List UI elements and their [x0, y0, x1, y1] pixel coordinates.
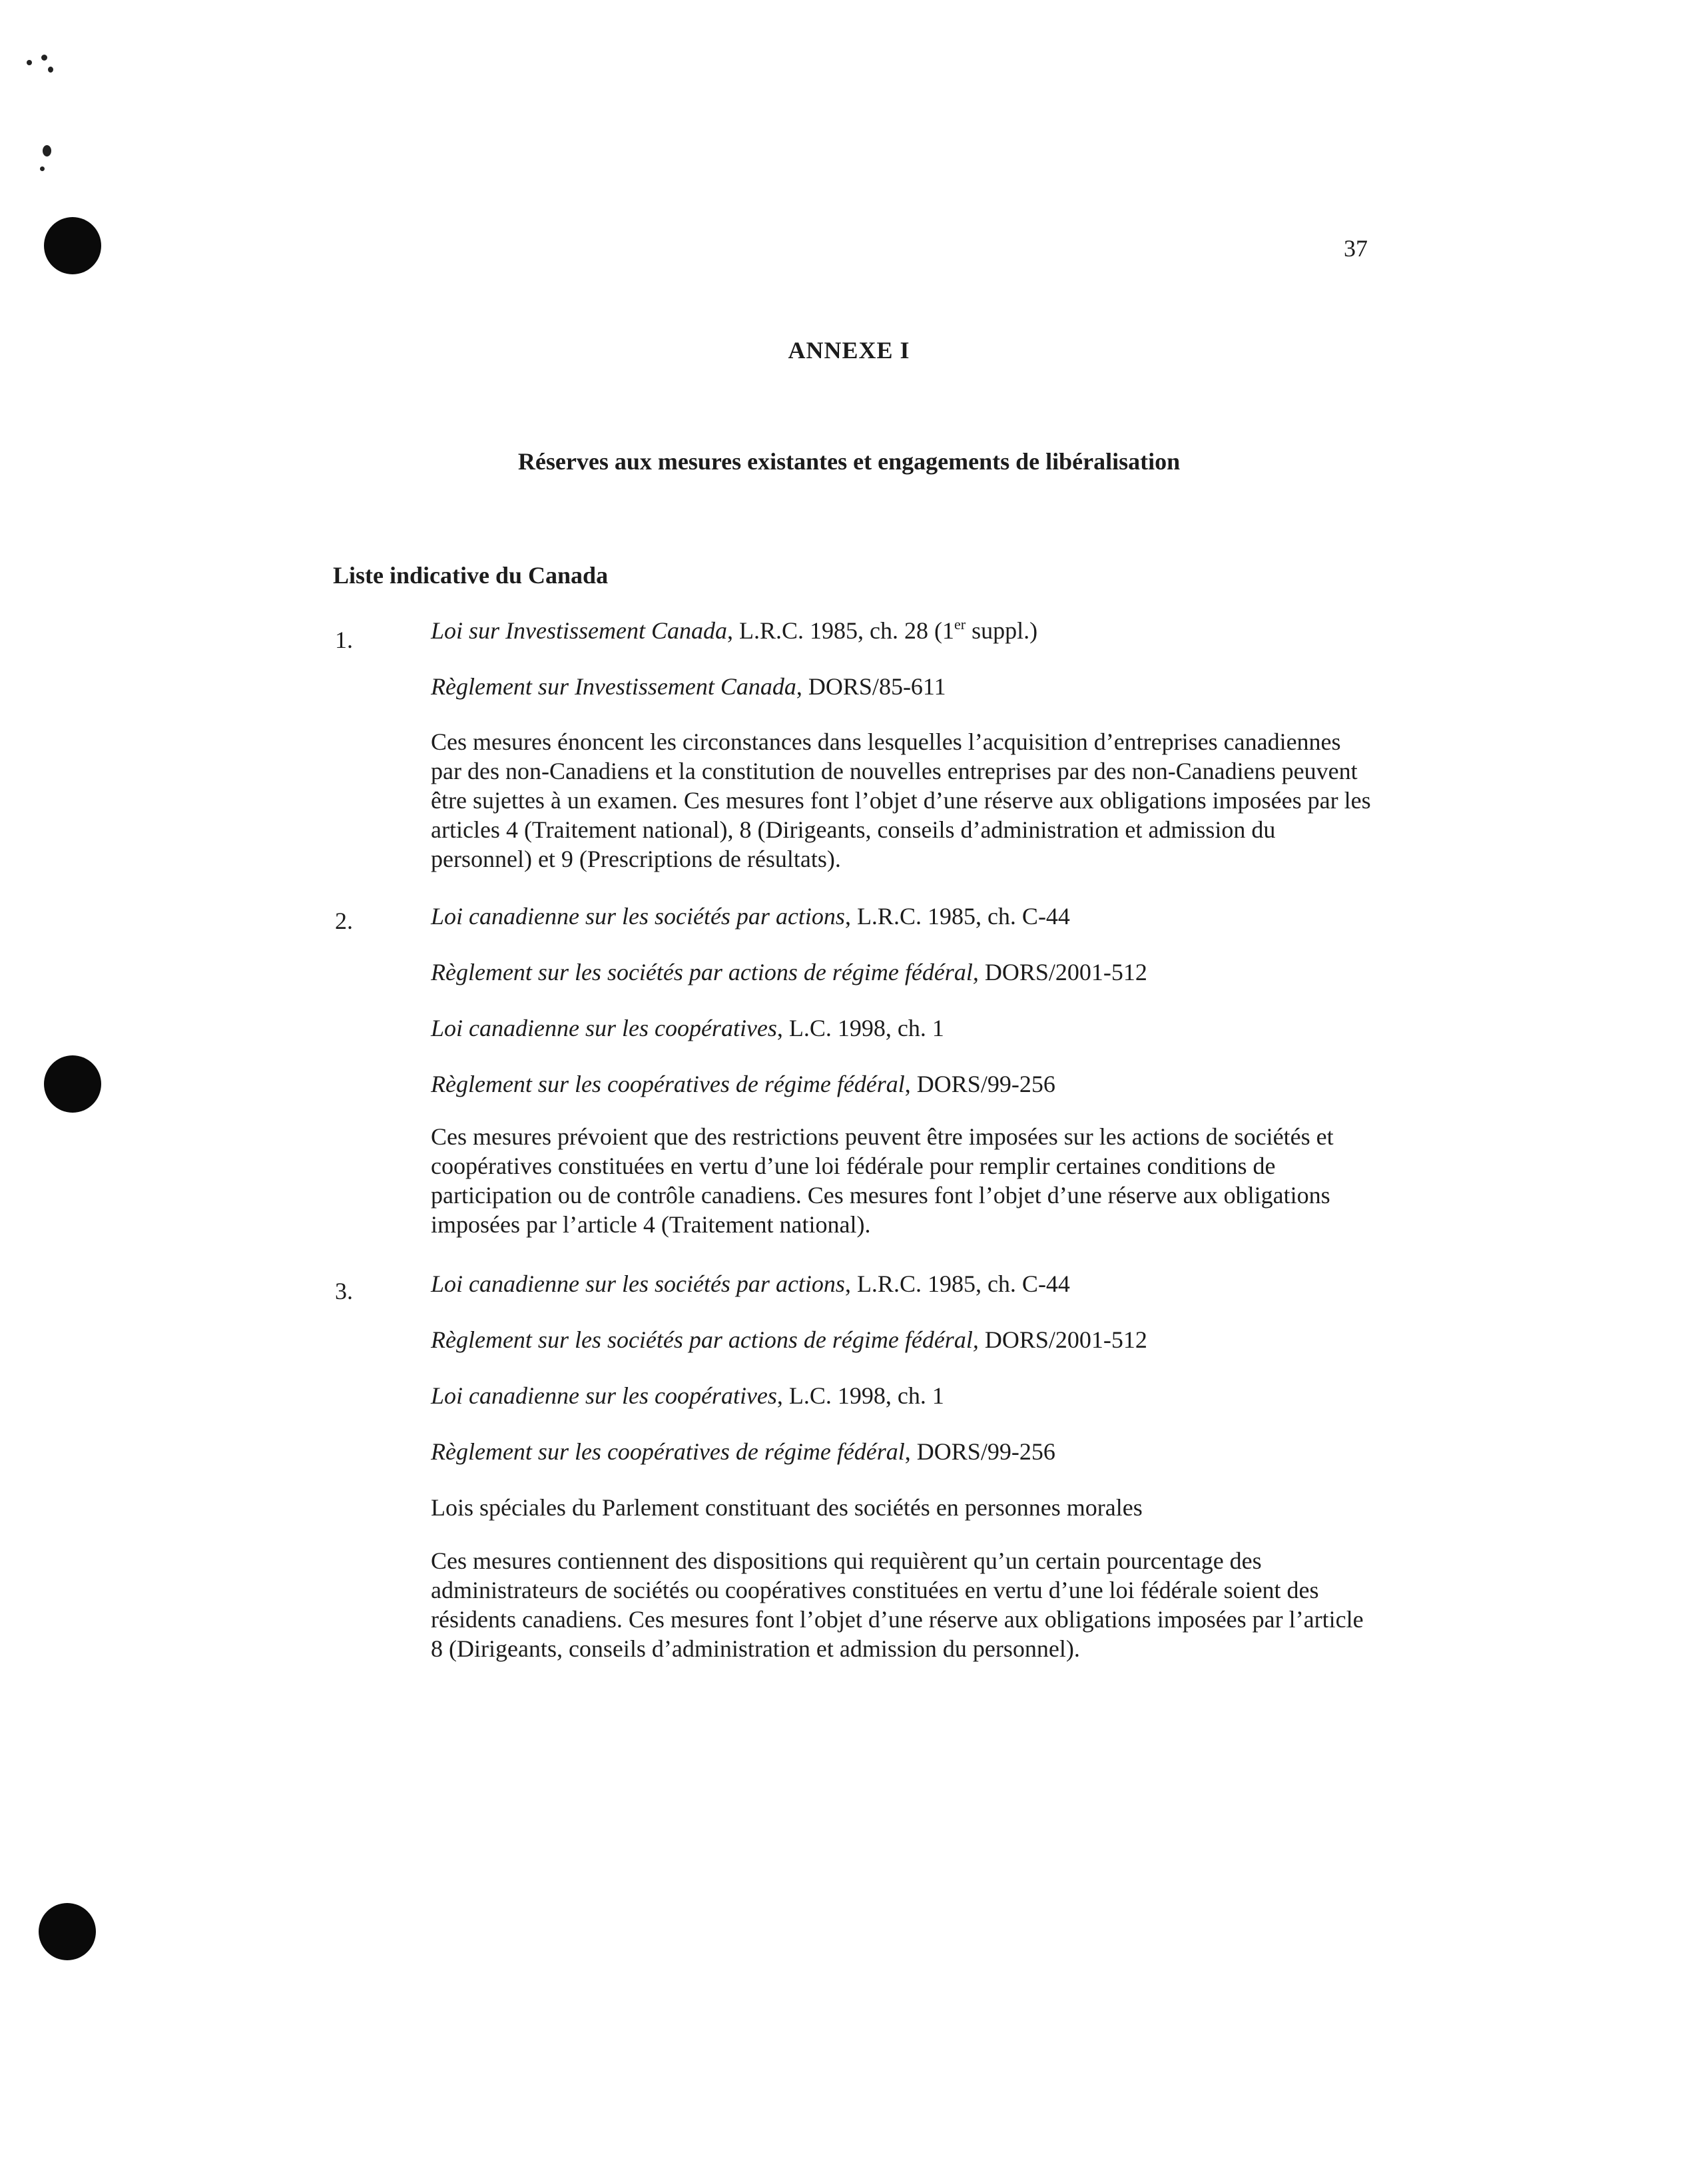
- law-reference: [431, 1270, 1070, 1298]
- law-reference: [431, 616, 1037, 645]
- law-citation: , DORS/85-611: [796, 673, 946, 700]
- law-title: Loi sur Investissement Canada: [431, 617, 727, 644]
- scan-speck: [40, 166, 45, 171]
- law-citation: , L.C. 1998, ch. 1: [776, 1382, 944, 1409]
- page-number: 37: [1344, 235, 1368, 262]
- item-description: Ces mesures contiennent des dispositions qui requièrent qu’un certain pourcentage des administrateurs de sociétés ou coopératives constituées en vertu d’une loi fédérale soient des résidents canadiens. Ces mesures font l’objet d’une réserve aux obligations imposées par l’article 8 (Dirigeants, conseils d’administration et admission du personnel).: [431, 1547, 1364, 1662]
- law-citation: Lois spéciales du Parlement constituant des sociétés en personnes morales: [431, 1494, 1143, 1521]
- law-title: Loi canadienne sur les coopératives: [431, 1015, 777, 1041]
- law-citation-end: suppl.): [966, 617, 1038, 644]
- punch-hole-top: [44, 217, 101, 274]
- law-citation: , L.C. 1998, ch. 1: [776, 1015, 944, 1041]
- scan-speck: [41, 55, 47, 61]
- law-reference: [431, 1438, 1055, 1466]
- law-citation: DORS/2001-512: [978, 959, 1147, 985]
- law-reference: [431, 1494, 1143, 1521]
- punch-hole-middle: [44, 1055, 101, 1113]
- law-citation: DORS/2001-512: [978, 1326, 1147, 1353]
- item-number: 3.: [335, 1278, 353, 1304]
- law-citation: , DORS/99-256: [904, 1071, 1055, 1097]
- scan-speck: [27, 60, 32, 65]
- item-description: Ces mesures prévoient que des restrictions peuvent être imposées sur les actions de sociétés et coopératives constituées en vertu d’une loi fédérale pour remplir certaines conditions de participation ou de contrôle canadiens. Ces mesures font l’objet d’une réserve aux obligations imposées par l’article 4 (Traitement national).: [431, 1123, 1334, 1238]
- punch-hole-bottom: [39, 1903, 96, 1960]
- law-reference: [431, 1014, 944, 1042]
- law-citation: , DORS/99-256: [904, 1438, 1055, 1465]
- law-title: Règlement sur les coopératives de régime fédéral: [431, 1071, 905, 1097]
- item-number: 2.: [335, 908, 353, 934]
- law-title: Loi canadienne sur les sociétés par actions: [431, 903, 845, 930]
- law-title: Règlement sur Investissement Canada: [431, 673, 796, 700]
- item-number: 1.: [335, 627, 353, 653]
- annex-title: ANNEXE I: [788, 337, 910, 364]
- law-reference: [431, 1070, 1055, 1098]
- law-reference: [431, 1326, 1147, 1354]
- law-reference: [431, 673, 946, 700]
- law-reference: [431, 958, 1147, 986]
- law-citation: , L.R.C. 1985, ch. 28 (1: [727, 617, 954, 644]
- list-heading: Liste indicative du Canada: [333, 562, 609, 589]
- law-citation: , L.R.C. 1985, ch. C-44: [844, 903, 1070, 930]
- law-title: Règlement sur les sociétés par actions de régime fédéral,: [431, 959, 979, 985]
- law-title: Règlement sur les coopératives de régime fédéral: [431, 1438, 905, 1465]
- scan-speck: [43, 145, 51, 156]
- law-reference: [431, 1382, 944, 1410]
- law-reference: [431, 902, 1070, 930]
- law-title: Loi canadienne sur les coopératives: [431, 1382, 777, 1409]
- law-title: Loi canadienne sur les sociétés par actions: [431, 1270, 845, 1297]
- document-subtitle: Réserves aux mesures existantes et engagements de libéralisation: [517, 448, 1181, 475]
- scan-speck: [48, 67, 53, 73]
- item-description: Ces mesures énoncent les circonstances dans lesquelles l’acquisition d’entreprises canadiennes par des non-Canadiens et la constitution de nouvelles entreprises par des non-Canadiens peuvent être sujettes à un examen. Ces mesures font l’objet d’une réserve aux obligations imposées par les articles 4 (Traitement national), 8 (Dirigeants, conseils d’administration et admission du personnel) et 9 (Prescriptions de résultats).: [431, 728, 1371, 872]
- law-citation-superscript: er: [954, 616, 966, 633]
- law-citation: , L.R.C. 1985, ch. C-44: [844, 1270, 1070, 1297]
- law-title: Règlement sur les sociétés par actions de régime fédéral,: [431, 1326, 979, 1353]
